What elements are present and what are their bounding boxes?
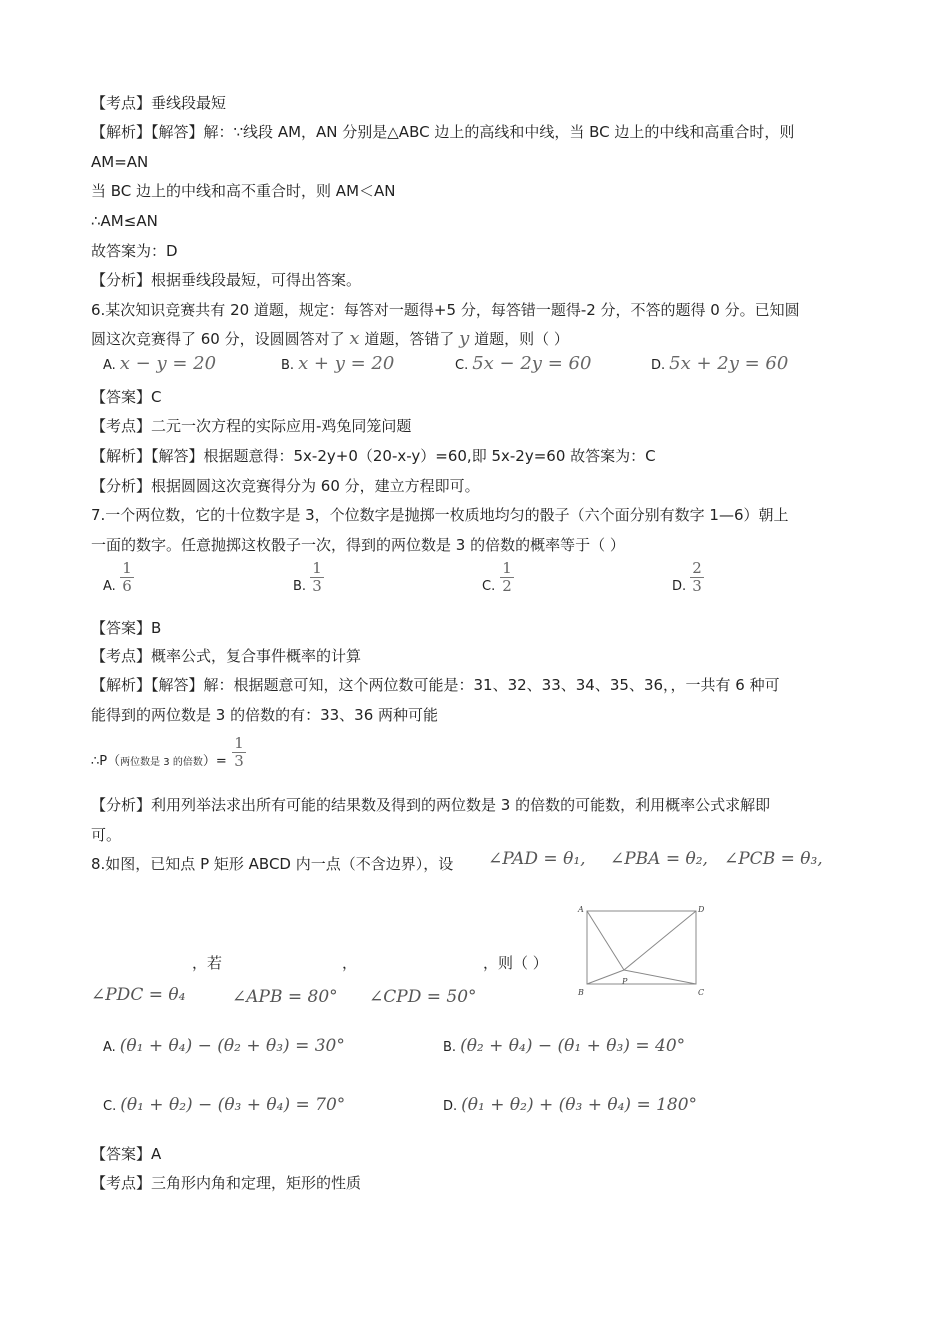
option-expr: (θ₁ + θ₂) − (θ₃ + θ₄) = 70°	[120, 1095, 346, 1115]
numerator: 1	[122, 559, 132, 577]
numerator: 1	[502, 559, 512, 577]
q8-angle-4: ∠PDC = θ₄	[91, 985, 186, 1005]
q8-condition-2: ∠CPD = 50°	[369, 987, 477, 1007]
q5-jiexi-line5: 故答案为：D	[91, 242, 178, 260]
option-expr: (θ₂ + θ₄) − (θ₁ + θ₃) = 40°	[460, 1036, 686, 1056]
q6-option-d[interactable]	[651, 354, 788, 376]
q7-jiexi-line1: 【解析】【解答】解：根据题意可知，这个两位数可能是：31、32、33、34、35、36，，一共有 6 种可	[91, 676, 780, 694]
q6-option-c[interactable]	[455, 354, 591, 376]
label-p: P	[622, 977, 628, 986]
q6-var-y: y	[459, 328, 470, 349]
option-label: C.	[482, 579, 496, 594]
q8-answer: 【答案】A	[91, 1145, 162, 1163]
q8-condition-1: ∠APB = 80°	[232, 987, 338, 1007]
q6-answer: 【答案】C	[91, 388, 162, 406]
q7-stem-line2: 一面的数字。任意抛掷这枚骰子一次，得到的两位数是 3 的倍数的概率等于（ ）	[91, 536, 625, 554]
label-b: B	[578, 988, 584, 997]
q7-probability	[91, 752, 227, 773]
q7-option-c-fraction	[500, 561, 514, 594]
q7-option-a[interactable]	[103, 576, 120, 597]
q8-option-d[interactable]	[443, 1095, 697, 1117]
label-d: D	[698, 905, 705, 914]
option-label: C.	[103, 1099, 117, 1114]
q6-fenxi: 【分析】根据圆圆这次竞赛得分为 60 分，建立方程即可。	[91, 477, 480, 495]
q6-stem-part1: 圆这次竞赛得了 60 分，设圆圆答对了	[91, 330, 345, 348]
q7-jiexi-line2: 能得到的两位数是 3 的倍数的有：33、36 两种可能	[91, 706, 439, 724]
numerator: 2	[692, 559, 702, 577]
q5-jiexi-line2: AM=AN	[91, 153, 149, 171]
q6-kaodian: 【考点】二元一次方程的实际应用-鸡兔同笼问题	[91, 417, 412, 435]
q6-var-x: x	[349, 328, 360, 349]
q7-option-d[interactable]	[672, 576, 690, 597]
denominator: 3	[692, 577, 702, 595]
q6-jiexi: 【解析】【解答】根据题意得：5x-2y+0（20-x-y）=60,即 5x-2y=60 故答案为：C	[91, 447, 656, 465]
numerator: 1	[312, 559, 322, 577]
q5-jiexi-line3: 当 BC 边上的中线和高不重合时，则 AM＜AN	[91, 182, 396, 200]
q7-option-c[interactable]	[482, 576, 499, 597]
p-suffix: ）=	[202, 754, 227, 769]
q8-option-a[interactable]	[103, 1036, 345, 1058]
q8-stem-line1: 8.如图，已知点 P 矩形 ABCD 内一点（不含边界），设	[91, 855, 454, 873]
q7-option-a-fraction	[120, 561, 134, 594]
q8-angle-3: ∠PCB = θ₃,	[724, 849, 823, 869]
q7-kaodian: 【考点】概率公式，复合事件概率的计算	[91, 647, 362, 665]
option-expr: x + y = 20	[298, 353, 395, 374]
numerator: 1	[234, 734, 244, 752]
option-label: B.	[281, 358, 295, 373]
q6-stem-line2	[91, 329, 569, 349]
label-a: A	[578, 905, 584, 914]
option-label: C.	[455, 358, 469, 373]
q5-jiexi-line1: 【解析】【解答】解：∵线段 AM，AN 分别是△ABC 边上的高线和中线，当 BC 边上的中线和高重合时，则	[91, 123, 795, 141]
denominator: 3	[234, 752, 244, 770]
option-expr: 5x + 2y = 60	[669, 353, 789, 374]
option-label: B.	[443, 1040, 457, 1055]
q7-option-b-fraction	[310, 561, 324, 594]
q7-stem-line1: 7.一个两位数，它的十位数字是 3，个位数字是抛掷一枚质地均匀的骰子（六个面分别有数字 1—6）朝上	[91, 506, 789, 524]
q8-ze: ，则（ ）	[483, 954, 548, 972]
option-label: D.	[672, 579, 687, 594]
q7-probability-fraction	[232, 736, 246, 769]
segment-pc	[624, 970, 696, 984]
option-expr: (θ₁ + θ₄) − (θ₂ + θ₃) = 30°	[119, 1036, 345, 1056]
q7-option-d-fraction	[690, 561, 704, 594]
q6-stem-line1: 6.某次知识竞赛共有 20 道题，规定：每答对一题得+5 分，每答错一题得-2 分，不答的题得 0 分。已知圆	[91, 301, 800, 319]
q6-option-b[interactable]	[281, 354, 394, 376]
option-expr: 5x − 2y = 60	[472, 353, 592, 374]
q6-option-a[interactable]	[103, 354, 216, 376]
q5-jiexi-line4: ∴AM≤AN	[91, 212, 158, 230]
option-label: A.	[103, 579, 116, 594]
option-expr: (θ₁ + θ₂) + (θ₃ + θ₄) = 180°	[461, 1095, 698, 1115]
p-subscript: 两位数是 3 的倍数	[120, 757, 203, 768]
q7-answer: 【答案】B	[91, 619, 162, 637]
label-c: C	[698, 988, 705, 997]
q8-kaodian: 【考点】三角形内角和定理，矩形的性质	[91, 1174, 362, 1192]
q7-option-b[interactable]	[293, 576, 310, 597]
segment-pd	[624, 911, 696, 970]
q8-option-b[interactable]	[443, 1036, 685, 1058]
p-prefix: ∴P（	[91, 754, 121, 769]
denominator: 3	[312, 577, 322, 595]
q8-comma: ，	[342, 954, 358, 972]
q7-fenxi-line2: 可。	[91, 826, 122, 844]
segment-pb	[587, 970, 624, 984]
option-label: D.	[443, 1099, 458, 1114]
segment-pa	[587, 911, 624, 970]
q5-fenxi: 【分析】根据垂线段最短，可得出答案。	[91, 271, 362, 289]
option-expr: x − y = 20	[119, 353, 217, 374]
q8-angle-2: ∠PBA = θ₂,	[610, 849, 708, 869]
q7-fenxi-line1: 【分析】利用列举法求出所有可能的结果数及得到的两位数是 3 的倍数的可能数，利用概率公式求解即	[91, 796, 771, 814]
q6-stem-part2: 道题，答错了	[364, 330, 455, 348]
q5-kaodian: 【考点】垂线段最短	[91, 94, 227, 112]
q8-ruo: ，若	[192, 954, 223, 972]
option-label: D.	[651, 358, 666, 373]
q8-angle-1: ∠PAD = θ₁,	[488, 849, 586, 869]
denominator: 6	[122, 577, 132, 595]
rectangle-figure	[574, 900, 710, 1000]
option-label: A.	[103, 358, 116, 373]
q8-option-c[interactable]	[103, 1095, 345, 1117]
denominator: 2	[502, 577, 512, 595]
q6-stem-part3: 道题，则（ ）	[474, 330, 569, 348]
option-label: B.	[293, 579, 307, 594]
option-label: A.	[103, 1040, 116, 1055]
